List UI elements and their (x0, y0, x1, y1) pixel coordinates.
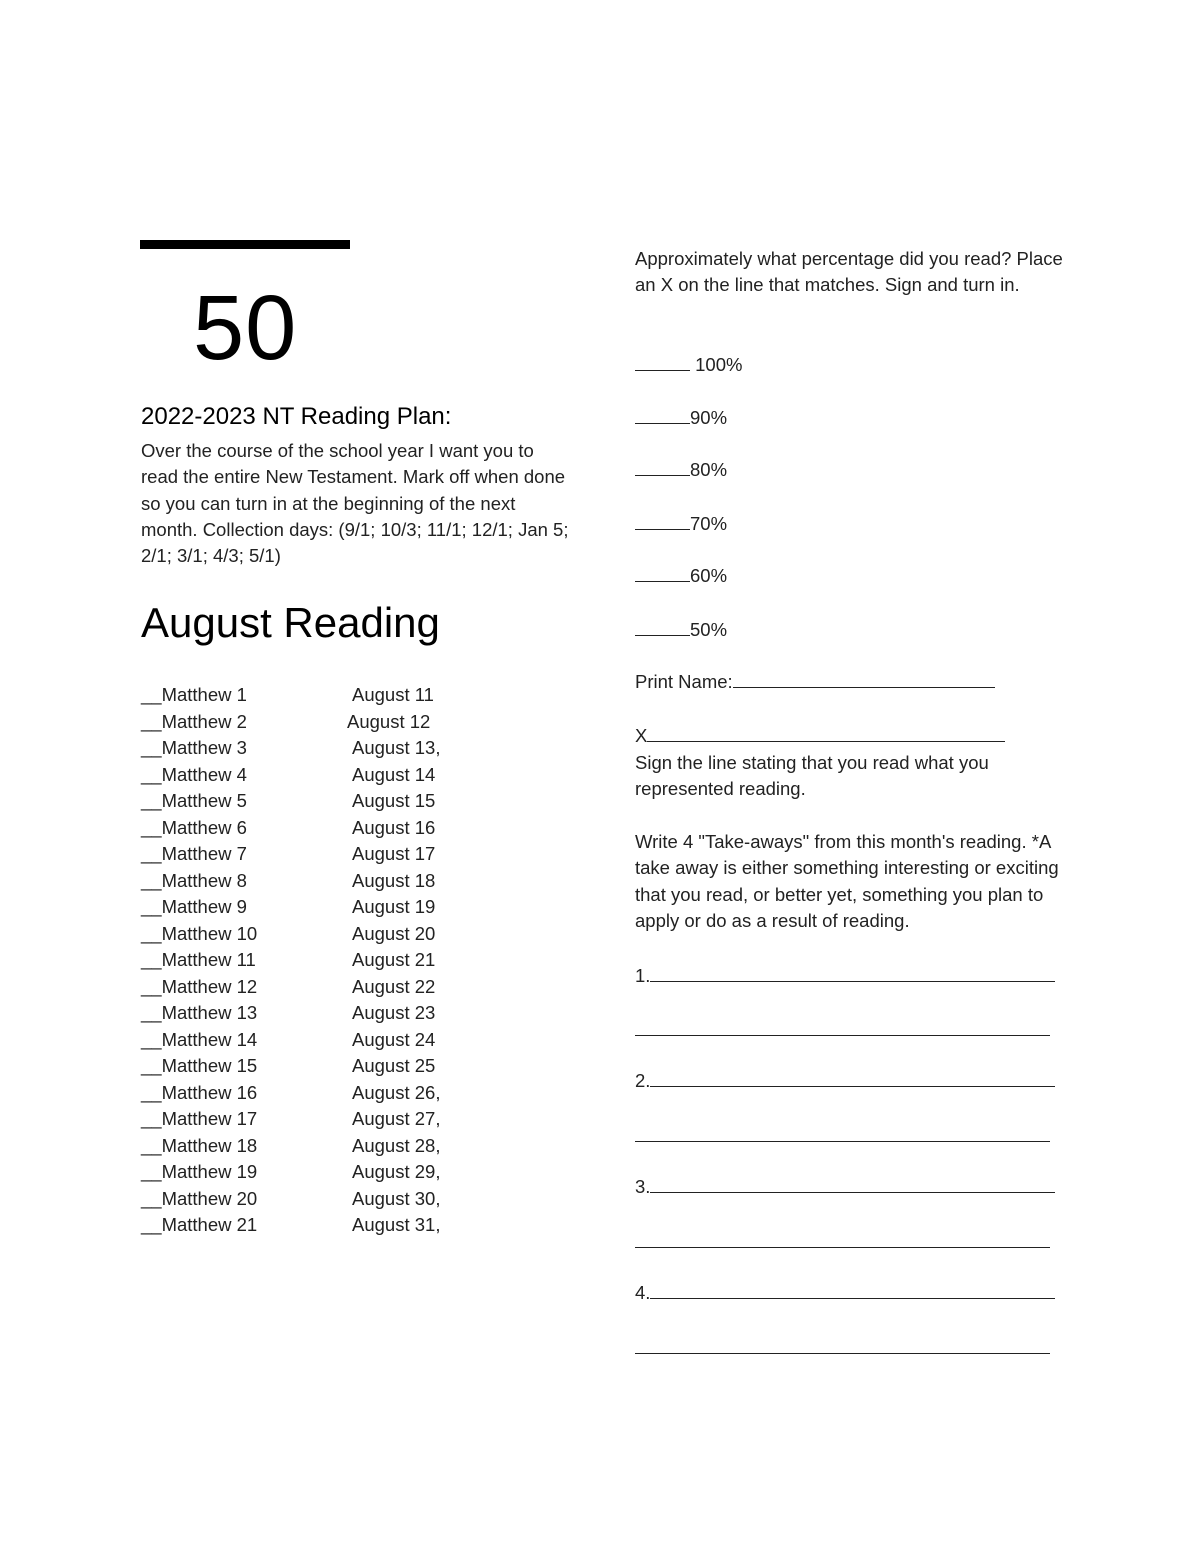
percent-option[interactable] (635, 617, 727, 643)
reading-chapter: __Matthew 1 (141, 684, 247, 705)
reading-date: August 31, (352, 1214, 441, 1235)
print-name-field[interactable] (635, 669, 995, 695)
percent-blank[interactable] (635, 352, 690, 371)
reading-date: August 18 (352, 869, 436, 891)
reading-chapter: __Matthew 11 (141, 949, 256, 970)
reading-row[interactable] (141, 1186, 440, 1213)
reading-date: August 20 (352, 922, 436, 944)
reading-chapter: __Matthew 12 (141, 975, 258, 997)
reading-row[interactable] (141, 1212, 440, 1239)
reading-chapter: __Matthew 13 (141, 1002, 258, 1023)
percent-option[interactable] (635, 511, 727, 537)
reading-row[interactable] (141, 1000, 440, 1027)
reading-chapter: __Matthew 9 (141, 896, 247, 917)
signature-label: X (635, 725, 648, 746)
takeaway-number: 2. (635, 1070, 651, 1091)
takeaway-line[interactable] (635, 1247, 1050, 1248)
top-rule (140, 240, 350, 249)
reading-row[interactable] (141, 947, 440, 974)
reading-chapter: __Matthew 15 (141, 1055, 258, 1076)
takeaway-line[interactable] (635, 1035, 1050, 1036)
percent-blank[interactable] (635, 511, 690, 530)
reading-chapter: __Matthew 6 (141, 816, 247, 838)
reading-chapter: __Matthew 19 (141, 1161, 258, 1182)
reading-date: August 23 (352, 1002, 436, 1023)
reading-row[interactable] (141, 974, 440, 1001)
reading-date: August 19 (352, 896, 436, 917)
takeaway-number: 4. (635, 1282, 651, 1303)
plan-description: Over the course of the school year I want you to read the entire New Testament. Mark off when done so you can turn in at the beginning of the next month. Collection days: (9/1; 10/3; 11/1; 12/1; Jan 5; 2/1; 3/1; 4/3; 5/1) (141, 440, 569, 567)
reading-row[interactable] (141, 894, 440, 921)
reading-row[interactable] (141, 1159, 440, 1186)
reading-date: August 17 (352, 843, 436, 864)
percent-instructions: Approximately what percentage did you read? Place an X on the line that matches. Sign and turn in. (635, 248, 1063, 296)
reading-row[interactable] (141, 1133, 440, 1160)
reading-row[interactable] (141, 1053, 440, 1080)
percent-label: 90% (690, 407, 728, 428)
reading-date: August 11 (352, 684, 434, 705)
percent-label: 60% (690, 565, 728, 586)
percent-option[interactable] (635, 563, 727, 589)
reading-chapter: __Matthew 10 (141, 922, 258, 944)
percent-label: 80% (690, 459, 728, 480)
reading-date: August 26, (352, 1081, 441, 1103)
reading-date: August 27, (352, 1108, 441, 1129)
reading-chapter: __Matthew 3 (141, 737, 247, 758)
percent-option[interactable] (635, 352, 742, 378)
takeaway-line[interactable] (635, 1141, 1050, 1142)
reading-chapter: __Matthew 7 (141, 843, 247, 864)
takeaway-line[interactable] (650, 1280, 1055, 1299)
reading-row[interactable] (141, 1080, 440, 1107)
takeaway-number: 1. (635, 965, 651, 986)
reading-date: August 22 (352, 975, 436, 997)
reading-chapter: __Matthew 5 (141, 790, 247, 811)
reading-date: August 14 (352, 763, 436, 785)
reading-row[interactable] (141, 1027, 440, 1054)
reading-chapter: __Matthew 8 (141, 869, 247, 891)
reading-row[interactable] (141, 682, 440, 709)
takeaway-line[interactable] (650, 1068, 1055, 1087)
takeaway-line[interactable] (650, 963, 1055, 982)
reading-chapter: __Matthew 16 (141, 1081, 258, 1103)
percent-label: 70% (690, 513, 728, 534)
takeaway-4[interactable] (635, 1280, 1055, 1306)
percent-blank[interactable] (635, 617, 690, 636)
plan-title: 2022-2023 NT Reading Plan: (141, 403, 452, 430)
month-title: August Reading (141, 599, 440, 646)
reading-list (141, 682, 440, 1239)
percent-option[interactable] (635, 405, 727, 431)
takeaway-1[interactable] (635, 963, 1055, 989)
reading-chapter: __Matthew 4 (141, 763, 247, 785)
reading-chapter: __Matthew 18 (141, 1134, 258, 1156)
takeaway-number: 3. (635, 1176, 651, 1197)
signature-note: Sign the line stating that you read what you represented reading. (635, 752, 989, 800)
reading-date: August 24 (352, 1028, 436, 1050)
reading-chapter: __Matthew 2 (141, 710, 247, 732)
percent-label: 50% (690, 619, 728, 640)
reading-chapter: __Matthew 14 (141, 1028, 258, 1050)
reading-row[interactable] (141, 1106, 440, 1133)
reading-date: August 12 (347, 710, 431, 732)
reading-row[interactable] (141, 815, 440, 842)
print-name-line[interactable] (733, 669, 995, 688)
percent-label: 100% (690, 354, 743, 375)
takeaway-line[interactable] (650, 1174, 1055, 1193)
reading-row[interactable] (141, 921, 440, 948)
signature-field[interactable] (635, 723, 1005, 749)
print-name-label: Print Name: (635, 671, 733, 692)
score: 50 (193, 277, 298, 379)
reading-chapter: __Matthew 17 (141, 1108, 258, 1129)
reading-row[interactable] (141, 735, 440, 762)
takeaway-instructions: Write 4 "Take-aways" from this month's reading. *A take away is either something interesting or exciting that you read, or better yet, something you plan to apply or do as a result of reading. (635, 831, 1059, 931)
reading-date: August 29, (352, 1161, 441, 1182)
reading-date: August 13, (352, 737, 441, 758)
reading-date: August 21 (352, 949, 436, 970)
signature-line[interactable] (647, 723, 1005, 742)
reading-chapter: __Matthew 21 (141, 1214, 258, 1235)
takeaway-3[interactable] (635, 1174, 1055, 1200)
takeaway-2[interactable] (635, 1068, 1055, 1094)
reading-date: August 16 (352, 816, 436, 838)
reading-chapter: __Matthew 20 (141, 1187, 258, 1209)
reading-date: August 28, (352, 1134, 441, 1156)
reading-row[interactable] (141, 788, 440, 815)
reading-date: August 30, (352, 1187, 441, 1209)
reading-row[interactable] (141, 709, 440, 736)
percent-blank[interactable] (635, 457, 690, 476)
percent-blank[interactable] (635, 563, 690, 582)
percent-blank[interactable] (635, 405, 690, 424)
reading-row[interactable] (141, 841, 440, 868)
reading-date: August 15 (352, 790, 436, 811)
takeaway-line[interactable] (635, 1353, 1050, 1354)
percent-option[interactable] (635, 457, 727, 483)
reading-row[interactable] (141, 868, 440, 895)
reading-row[interactable] (141, 762, 440, 789)
reading-date: August 25 (352, 1055, 436, 1076)
